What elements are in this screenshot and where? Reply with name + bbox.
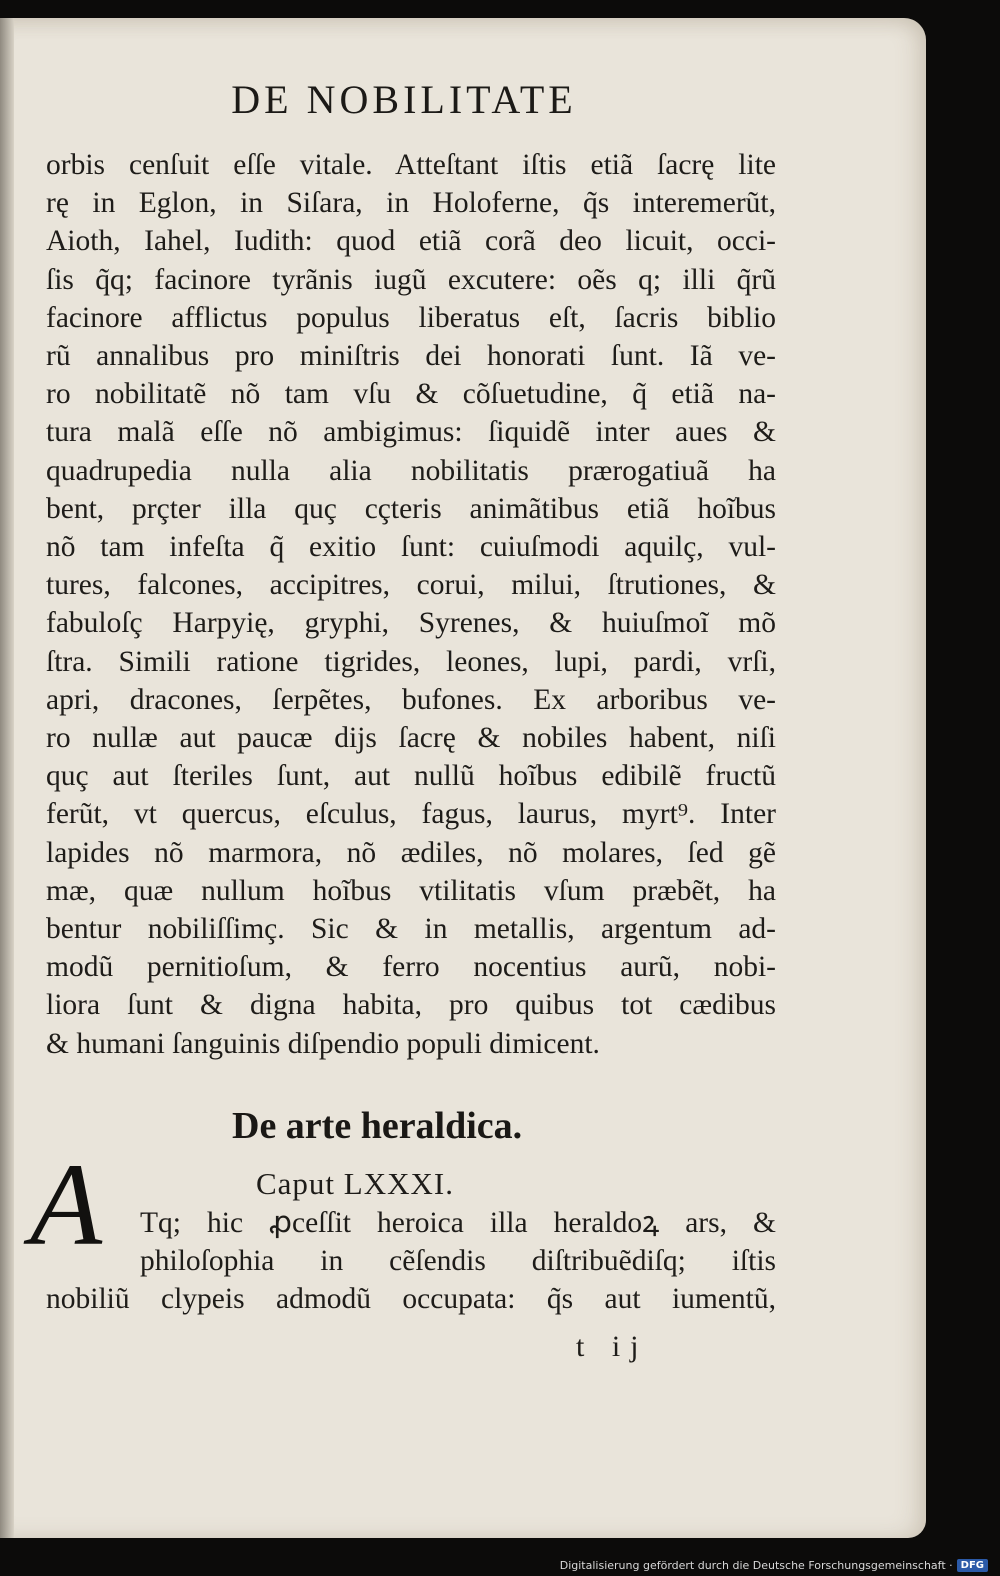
text-line: fabuloſç Harpyię, gryphi, Syrenes, & huiuſmoĩ mõ xyxy=(46,607,776,640)
chapter-text xyxy=(46,1204,776,1319)
text-line: liora ſunt & digna habita, pro quibus tot cædibus xyxy=(46,989,776,1022)
text-line: ſtra. Simili ratione tigrides, leones, lupi, pardi, vrſi, xyxy=(46,645,776,678)
text-line: bent, prçter illa quç cçteris animãtibus etiã hoĩbus xyxy=(46,492,776,525)
text-line: modũ pernitioſum, & ferro nocentius aurũ, nobi- xyxy=(46,951,776,984)
text-line: rũ annalibus pro miniſtris dei honorati ſunt. Iã ve- xyxy=(46,340,776,373)
text-line: & humani ſanguinis diſpendio populi dimicent. xyxy=(46,1027,600,1060)
text-line: Aioth, Iahel, Iudith: quod etiã corã deo licuit, occi- xyxy=(46,225,776,258)
running-head: DE NOBILITATE xyxy=(231,77,577,122)
book-page xyxy=(0,18,926,1538)
text-line: orbis cenſuit eſſe vitale. Atteſtant iſtis etiã ſacrę lite xyxy=(46,149,776,181)
dfg-logo: DFG xyxy=(957,1559,988,1572)
text-line: ſis q̃q; facinore tyrãnis iugũ excutere: oẽs q; illi q̃rũ xyxy=(46,263,776,296)
signature-mark: t ij xyxy=(576,1330,649,1363)
text-line: nõ tam infeſta q̃ exitio ſunt: cuiuſmodi aquilç, vul- xyxy=(46,531,776,564)
text-line: philoſophia in cẽſendis diſtribuẽdiſq; iſtis xyxy=(140,1245,776,1278)
text-line: ro nobilitatẽ nõ tam vſu & cõſuetudine, q̃ etiã na- xyxy=(46,378,776,411)
text-line: quadrupedia nulla alia nobilitatis prærogatiuã ha xyxy=(46,454,776,487)
chapter-number: Caput LXXXI. xyxy=(256,1166,454,1201)
text-line: ferũt, vt quercus, eſculus, fagus, laurus, myrt⁹. Inter xyxy=(46,798,776,831)
text-line: tura malã eſſe nõ ambigimus: ſiquidẽ inter aues & xyxy=(46,416,776,449)
text-line: mæ, quæ nullum hoĩbus vtilitatis vſum præbẽt, ha xyxy=(46,874,776,907)
text-line: nobiliũ clypeis admodũ occupata: q̃s aut iumentũ, xyxy=(46,1283,776,1316)
body-text xyxy=(46,146,776,1063)
text-line: apri, dracones, ſerpẽtes, bufones. Ex arboribus ve- xyxy=(46,683,776,716)
text-line: bentur nobiliſſimç. Sic & in metallis, argentum ad- xyxy=(46,913,776,946)
drop-cap-initial: A xyxy=(30,1139,103,1270)
credit-text: Digitalisierung gefördert durch die Deutsche Forschungsgemeinschaft · xyxy=(559,1559,953,1572)
digitization-credit xyxy=(560,1559,988,1572)
chapter-title: De arte heraldica. xyxy=(232,1105,523,1147)
text-line: quç aut ſteriles ſunt, aut nullũ hoĩbus edibilẽ fructũ xyxy=(46,760,776,793)
text-line: rę in Eglon, in Siſara, in Holoferne, q̃s interemerũt, xyxy=(46,187,776,220)
text-line: tures, falcones, accipitres, corui, milui, ſtrutiones, & xyxy=(46,569,776,602)
text-line: Tq; hic ꝓceſſit heroica illa heraldoꝝ ars, & xyxy=(140,1207,776,1239)
page-gutter xyxy=(0,18,14,1538)
text-line: lapides nõ marmora, nõ ædiles, nõ molares, ſed gẽ xyxy=(46,836,776,869)
text-line: ro nullæ aut paucæ dijs ſacrę & nobiles habent, niſi xyxy=(46,722,776,755)
text-line: facinore afflictus populus liberatus eſt, ſacris biblio xyxy=(46,301,776,334)
